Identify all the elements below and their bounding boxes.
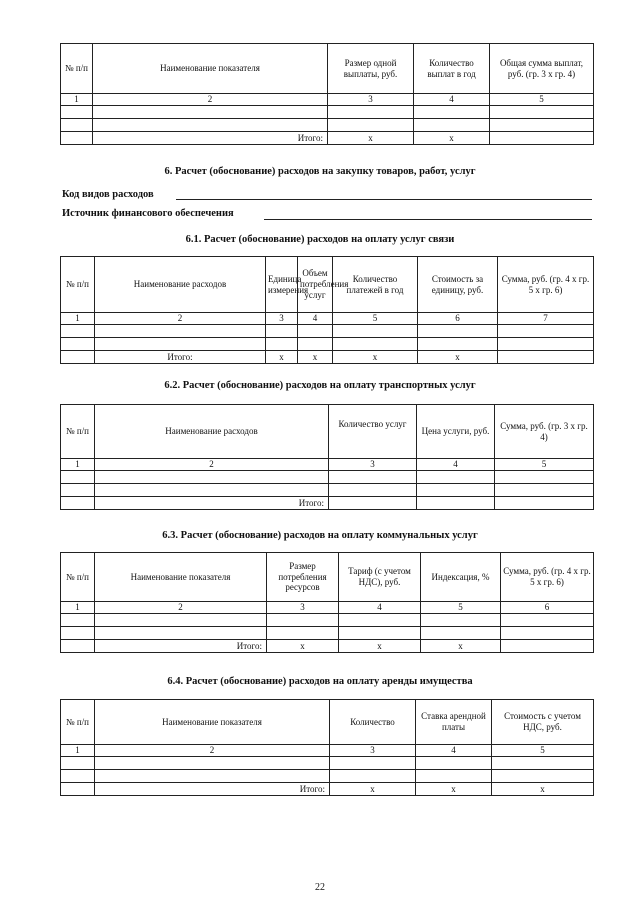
table-header-row xyxy=(61,257,594,313)
table-header-row xyxy=(61,700,594,745)
col-number: 3 xyxy=(330,745,416,757)
col-number: 5 xyxy=(421,602,501,614)
total-cell: x xyxy=(333,351,418,364)
col-number: 2 xyxy=(95,745,330,757)
col-number: 6 xyxy=(501,602,594,614)
col-number: 1 xyxy=(61,745,95,757)
col-header: № п/п xyxy=(61,44,93,94)
total-row xyxy=(61,497,594,510)
col-number: 3 xyxy=(266,313,298,325)
col-header: Тариф (с учетом НДС), руб. xyxy=(339,553,421,602)
table-row xyxy=(61,614,594,627)
section-6-3-heading: 6.3. Расчет (обоснование) расходов на оплату коммунальных услуг xyxy=(162,530,478,541)
table-row xyxy=(61,106,594,119)
total-cell xyxy=(417,497,495,510)
col-number: 2 xyxy=(95,313,266,325)
table-row xyxy=(61,484,594,497)
utilities-table xyxy=(60,552,594,653)
col-header: Объем потребления услуг xyxy=(298,257,333,313)
col-header: Количество услуг xyxy=(329,405,417,459)
col-number: 7 xyxy=(498,313,594,325)
total-cell: x xyxy=(267,640,339,653)
col-number: 1 xyxy=(61,602,95,614)
section-6-heading: 6. Расчет (обоснование) расходов на закупку товаров, работ, услуг xyxy=(164,166,476,177)
total-label: Итого: xyxy=(95,783,330,796)
col-number: 2 xyxy=(95,459,329,471)
table-row xyxy=(61,627,594,640)
col-header: Единица измерения xyxy=(266,257,298,313)
total-label: Итого: xyxy=(95,497,329,510)
total-cell: x xyxy=(330,783,416,796)
col-number: 3 xyxy=(267,602,339,614)
col-number: 4 xyxy=(298,313,333,325)
communication-services-table xyxy=(60,256,594,364)
total-cell xyxy=(490,132,594,145)
col-header: Размер потребления ресурсов xyxy=(267,553,339,602)
total-cell: x xyxy=(328,132,414,145)
col-number: 1 xyxy=(61,459,95,471)
col-number: 6 xyxy=(418,313,498,325)
col-header: Ставка арендной платы xyxy=(416,700,492,745)
total-cell: x xyxy=(414,132,490,145)
col-header: Размер одной выплаты, руб. xyxy=(328,44,414,94)
total-cell xyxy=(495,497,594,510)
payments-table xyxy=(60,43,594,145)
total-label: Итого: xyxy=(95,351,266,364)
col-number: 1 xyxy=(61,94,93,106)
col-header: Количество выплат в год xyxy=(414,44,490,94)
total-cell: x xyxy=(339,640,421,653)
transport-services-table xyxy=(60,404,594,510)
col-number: 5 xyxy=(333,313,418,325)
table-row xyxy=(61,338,594,351)
col-number: 3 xyxy=(329,459,417,471)
total-cell xyxy=(498,351,594,364)
total-cell: x xyxy=(492,783,594,796)
total-label: Итого: xyxy=(93,132,328,145)
source-label: Источник финансового обеспечения xyxy=(62,208,234,219)
col-header: Цена услуги, руб. xyxy=(417,405,495,459)
col-number: 4 xyxy=(416,745,492,757)
table-row xyxy=(61,471,594,484)
table-row xyxy=(61,119,594,132)
code-field-line xyxy=(176,199,592,200)
col-number: 2 xyxy=(93,94,328,106)
col-header: № п/п xyxy=(61,405,95,459)
col-number: 4 xyxy=(417,459,495,471)
table-row xyxy=(61,770,594,783)
total-label: Итого: xyxy=(95,640,267,653)
total-cell: x xyxy=(266,351,298,364)
column-number-row xyxy=(61,602,594,614)
total-row xyxy=(61,640,594,653)
col-header: Общая сумма выплат, руб. (гр. 3 х гр. 4) xyxy=(490,44,594,94)
table-header-row xyxy=(61,553,594,602)
col-header: Индексация, % xyxy=(421,553,501,602)
total-row xyxy=(61,132,594,145)
column-number-row xyxy=(61,94,594,106)
col-header: Сумма, руб. (гр. 3 х гр. 4) xyxy=(495,405,594,459)
col-number: 3 xyxy=(328,94,414,106)
col-number: 5 xyxy=(495,459,594,471)
col-header: № п/п xyxy=(61,257,95,313)
column-number-row xyxy=(61,745,594,757)
col-header: Сумма, руб. (гр. 4 х гр. 5 х гр. 6) xyxy=(501,553,594,602)
col-header: Сумма, руб. (гр. 4 х гр. 5 х гр. 6) xyxy=(498,257,594,313)
table-row xyxy=(61,325,594,338)
col-header: Количество платежей в год xyxy=(333,257,418,313)
total-cell xyxy=(329,497,417,510)
col-header: № п/п xyxy=(61,553,95,602)
source-field-line xyxy=(264,219,592,220)
col-header: № п/п xyxy=(61,700,95,745)
section-6-4-heading: 6.4. Расчет (обоснование) расходов на оплату аренды имущества xyxy=(167,676,473,687)
total-row xyxy=(61,351,594,364)
col-number: 4 xyxy=(339,602,421,614)
col-header: Наименование показателя xyxy=(93,44,328,94)
total-cell: x xyxy=(416,783,492,796)
code-label: Код видов расходов xyxy=(62,189,154,200)
table-header-row xyxy=(61,405,594,459)
total-cell: x xyxy=(421,640,501,653)
col-header: Стоимость за единицу, руб. xyxy=(418,257,498,313)
column-number-row xyxy=(61,313,594,325)
col-number: 5 xyxy=(492,745,594,757)
col-number: 2 xyxy=(95,602,267,614)
col-header: Наименование расходов xyxy=(95,405,329,459)
total-cell: x xyxy=(298,351,333,364)
total-cell: x xyxy=(418,351,498,364)
table-row xyxy=(61,757,594,770)
col-header: Стоимость с учетом НДС, руб. xyxy=(492,700,594,745)
col-number: 1 xyxy=(61,313,95,325)
col-header: Количество xyxy=(330,700,416,745)
col-number: 4 xyxy=(414,94,490,106)
total-cell xyxy=(501,640,594,653)
col-header: Наименование показателя xyxy=(95,553,267,602)
total-row xyxy=(61,783,594,796)
col-header: Наименование расходов xyxy=(95,257,266,313)
property-rent-table xyxy=(60,699,594,796)
page-number: 22 xyxy=(315,882,325,893)
col-header: Наименование показателя xyxy=(95,700,330,745)
section-6-2-heading: 6.2. Расчет (обоснование) расходов на оплату транспортных услуг xyxy=(164,380,476,391)
table-header-row xyxy=(61,44,594,94)
column-number-row xyxy=(61,459,594,471)
section-6-1-heading: 6.1. Расчет (обоснование) расходов на оплату услуг связи xyxy=(185,234,455,245)
col-number: 5 xyxy=(490,94,594,106)
